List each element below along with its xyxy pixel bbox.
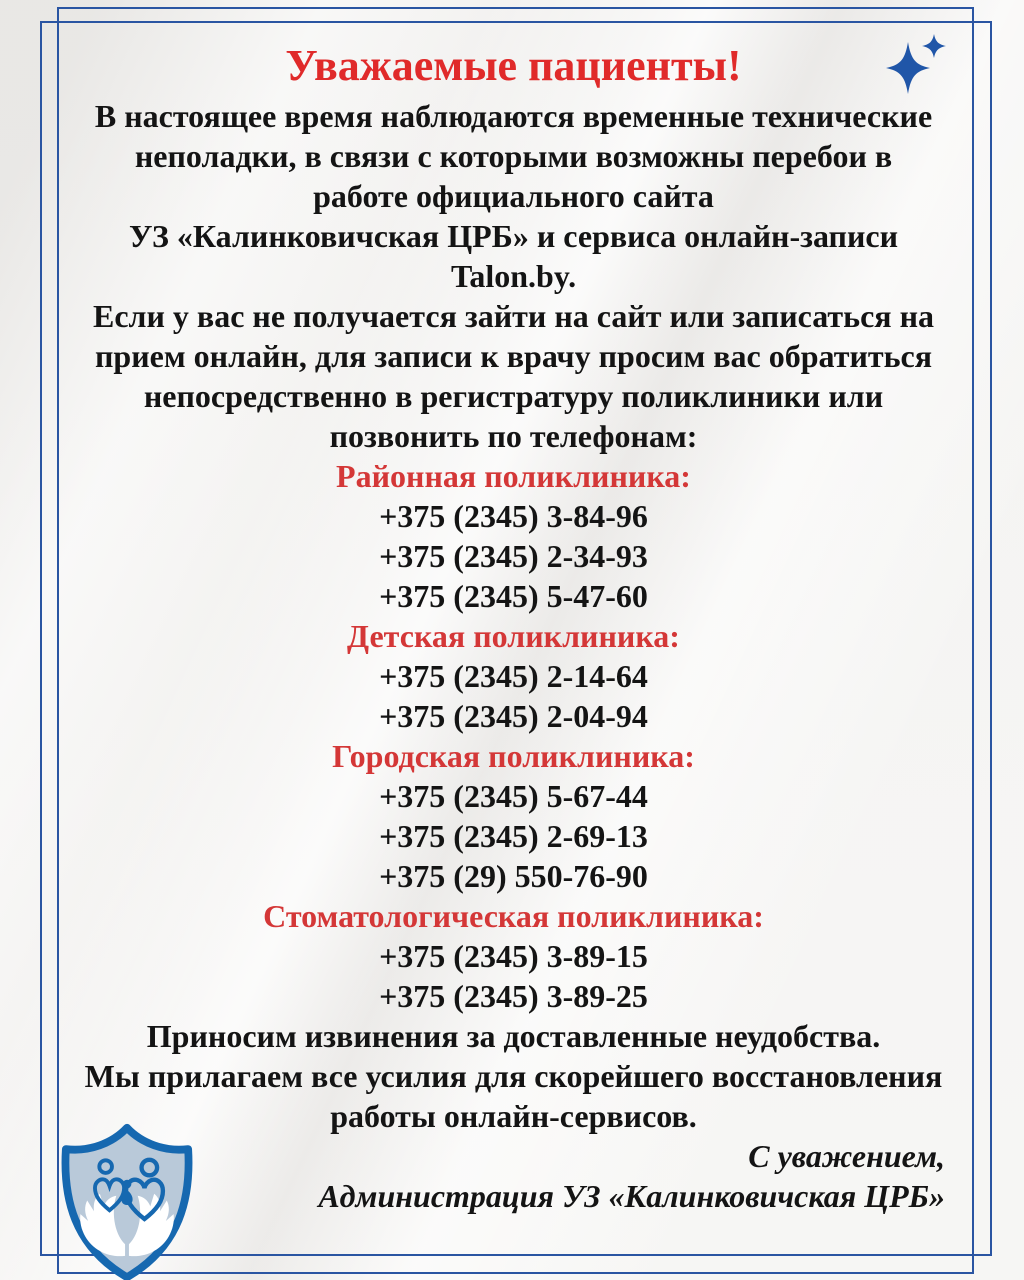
intro-line: неполадки, в связи с которыми возможны перебои в (134, 138, 893, 174)
phone-number: +375 (2345) 2-04-94 (379, 698, 648, 734)
phone-number: +375 (29) 550-76-90 (379, 858, 648, 894)
apology-line: Приносим извинения за доставленные неудобства. (146, 1018, 881, 1054)
apology-line: работы онлайн-сервисов. (330, 1098, 697, 1134)
phone-number: +375 (2345) 2-14-64 (379, 658, 648, 694)
section-title-children-clinic: Детская поликлиника: (347, 618, 680, 654)
intro-line: В настоящее время наблюдаются временные технические (94, 98, 933, 134)
phone-number: +375 (2345) 5-47-60 (379, 578, 648, 614)
page-title: Уважаемые пациенты! (285, 41, 742, 90)
instruction-line: непосредственно в регистратуру поликлиники или (143, 378, 884, 414)
intro-line: работе официального сайта (313, 178, 714, 214)
phone-number: +375 (2345) 3-84-96 (379, 498, 648, 534)
phone-number: +375 (2345) 3-89-15 (379, 938, 648, 974)
child-head (123, 1180, 132, 1189)
section-title-district-clinic: Районная поликлиника: (336, 458, 691, 494)
signature-line: С уважением, (748, 1138, 945, 1174)
section-title-city-clinic: Городская поликлиника: (332, 738, 695, 774)
phone-number: +375 (2345) 2-69-13 (379, 818, 648, 854)
phone-number: +375 (2345) 3-89-25 (379, 978, 648, 1014)
instruction-line: позвонить по телефонам: (329, 418, 698, 454)
phone-number: +375 (2345) 5-67-44 (379, 778, 648, 814)
apology-line: Мы прилагаем все усилия для скорейшего восстановления (84, 1058, 943, 1094)
signature-line: Администрация УЗ «Калинковичская ЦРБ» (318, 1178, 945, 1214)
hospital-shield-logo (52, 1120, 202, 1280)
instruction-line: Если у вас не получается зайти на сайт или записаться на (92, 298, 935, 334)
instruction-line: прием онлайн, для записи к врачу просим вас обратиться (94, 338, 933, 374)
section-title-dental-clinic: Стоматологическая поликлиника: (263, 898, 764, 934)
notice-body (57, 38, 970, 1216)
intro-line: Talon.by. (450, 258, 577, 294)
intro-line: УЗ «Калинковичская ЦРБ» и сервиса онлайн-записи (128, 218, 899, 254)
phone-number: +375 (2345) 2-34-93 (379, 538, 648, 574)
